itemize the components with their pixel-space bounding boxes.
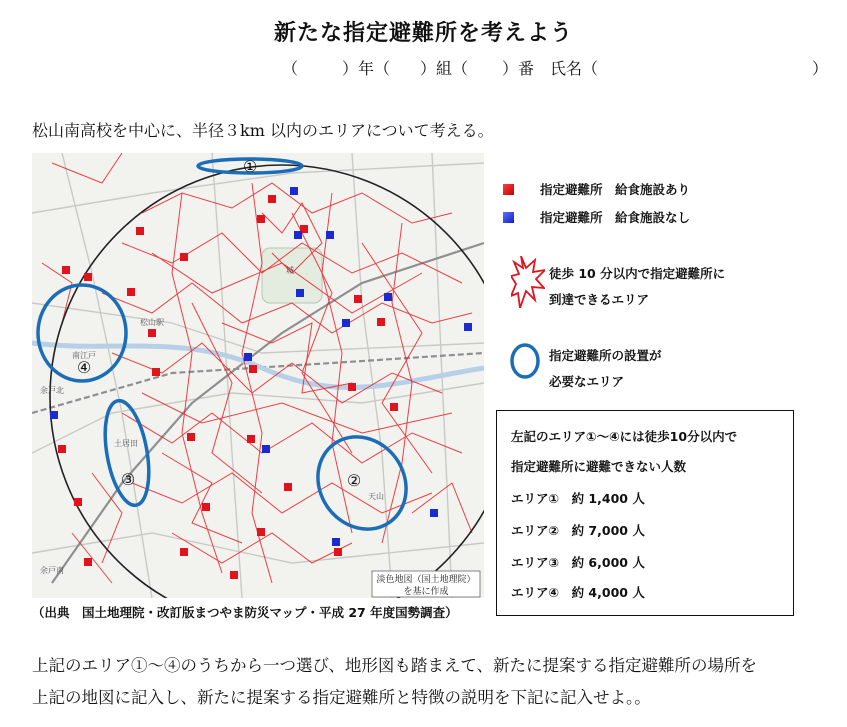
shelter-marker (244, 353, 252, 361)
shelter-marker (284, 483, 292, 491)
shelter-marker (84, 273, 92, 281)
legend-burst-line1: 徒歩 10 分以内で指定避難所に (549, 266, 726, 281)
shelter-marker (464, 323, 472, 331)
shelter-marker (187, 433, 195, 441)
shelter-marker (127, 288, 135, 296)
area-label: ① (242, 157, 258, 176)
shelter-marker (50, 411, 58, 419)
legend-blue-label: 指定避難所 給食施設なし (540, 210, 691, 225)
name-line-part: ）年（ (342, 59, 391, 78)
shelter-marker (62, 266, 70, 274)
legend-burst-line2: 到達できるエリア (549, 292, 650, 307)
river (32, 343, 484, 387)
info-line1: 左記のエリア①～④には徒歩10分以内で (511, 429, 738, 444)
shelter-marker (257, 528, 265, 536)
area-label: ② (346, 471, 362, 490)
instructions-line2: 上記の地図に記入し、新たに提案する指定避難所と特徴の説明を下記に記入せよ。。 (32, 688, 651, 707)
shelter-marker (384, 293, 392, 301)
shelter-marker (390, 403, 398, 411)
legend-red-label: 指定避難所 給食施設あり (540, 182, 691, 197)
credit-line: を基に作成 (403, 587, 449, 597)
shelter-marker (377, 318, 385, 326)
shelter-marker (348, 383, 356, 391)
hazard-map (32, 153, 484, 598)
shelter-marker (296, 289, 304, 297)
legend-red (503, 180, 690, 198)
shelter-marker (74, 498, 82, 506)
info-row: エリア④ 約 4,000 人 (511, 585, 645, 600)
place-label: 余戸南 (40, 566, 64, 575)
place-label: 松山駅 (140, 318, 164, 327)
shelter-marker (354, 295, 362, 303)
shelter-marker (342, 319, 350, 327)
burst-icon (511, 256, 545, 308)
place-label: 城 (286, 266, 294, 275)
shelter-marker (180, 548, 188, 556)
name-line-part: ）番 氏名（ (502, 59, 599, 78)
area-label: ③ (120, 470, 136, 489)
shelter-marker (334, 548, 342, 556)
shelter-marker (136, 227, 144, 235)
shelter-marker (430, 509, 438, 517)
shelter-marker (202, 503, 210, 511)
info-row: エリア② 約 7,000 人 (511, 523, 645, 538)
shelter-marker (247, 435, 255, 443)
area-label: ④ (76, 358, 92, 377)
shelter-marker (230, 571, 238, 579)
info-row: エリア① 約 1,400 人 (511, 491, 645, 506)
credit-line: 淡色地図（国土地理院） (376, 575, 476, 585)
legend-ellipse-line2: 必要なエリア (549, 374, 625, 389)
instructions-line1: 上記のエリア①～④のうちから一つ選び、地形図も踏まえて、新たに提案する指定避難所の場所を (32, 656, 758, 675)
shelter-marker (58, 445, 66, 453)
shelter-marker (257, 215, 265, 223)
ellipse-icon (509, 342, 541, 380)
place-label: 土居田 (114, 439, 138, 448)
shelter-marker (268, 195, 276, 203)
legend-ellipse-line1: 指定避難所の設置が (549, 348, 662, 363)
shelter-marker (84, 558, 92, 566)
blue-square-icon (503, 212, 514, 223)
place-label: 南江戸 (72, 351, 96, 360)
name-line-part: ） (812, 59, 829, 78)
shelter-marker (332, 538, 340, 546)
shelter-marker (262, 445, 270, 453)
shelter-marker (326, 231, 334, 239)
map-svg (32, 153, 484, 598)
info-row: エリア③ 約 6,000 人 (511, 555, 645, 570)
intro-text: 松山南高校を中心に、半径３km 以内のエリアについて考える。 (32, 121, 494, 140)
name-line-part: ）組（ (420, 59, 469, 78)
shelter-marker (148, 329, 156, 337)
place-label: 余戸北 (40, 386, 64, 395)
shelter-marker (180, 253, 188, 261)
name-line-part: （ (282, 59, 299, 78)
unreachable-population-box (496, 410, 794, 616)
shelter-marker (294, 231, 302, 239)
place-label: 天山 (368, 492, 384, 501)
red-square-icon (503, 184, 514, 195)
shelter-marker (249, 365, 257, 373)
legend-blue (503, 208, 690, 226)
source-citation: （出典 国土地理院・改訂版まつやま防災マップ・平成 27 年度国勢調査） (32, 605, 458, 620)
info-line2: 指定避難所に避難できない人数 (511, 459, 687, 474)
shelter-marker (152, 368, 160, 376)
castle-park (262, 248, 322, 303)
shelter-marker (290, 187, 298, 195)
worksheet-title: 新たな指定避難所を考えよう (273, 21, 573, 46)
